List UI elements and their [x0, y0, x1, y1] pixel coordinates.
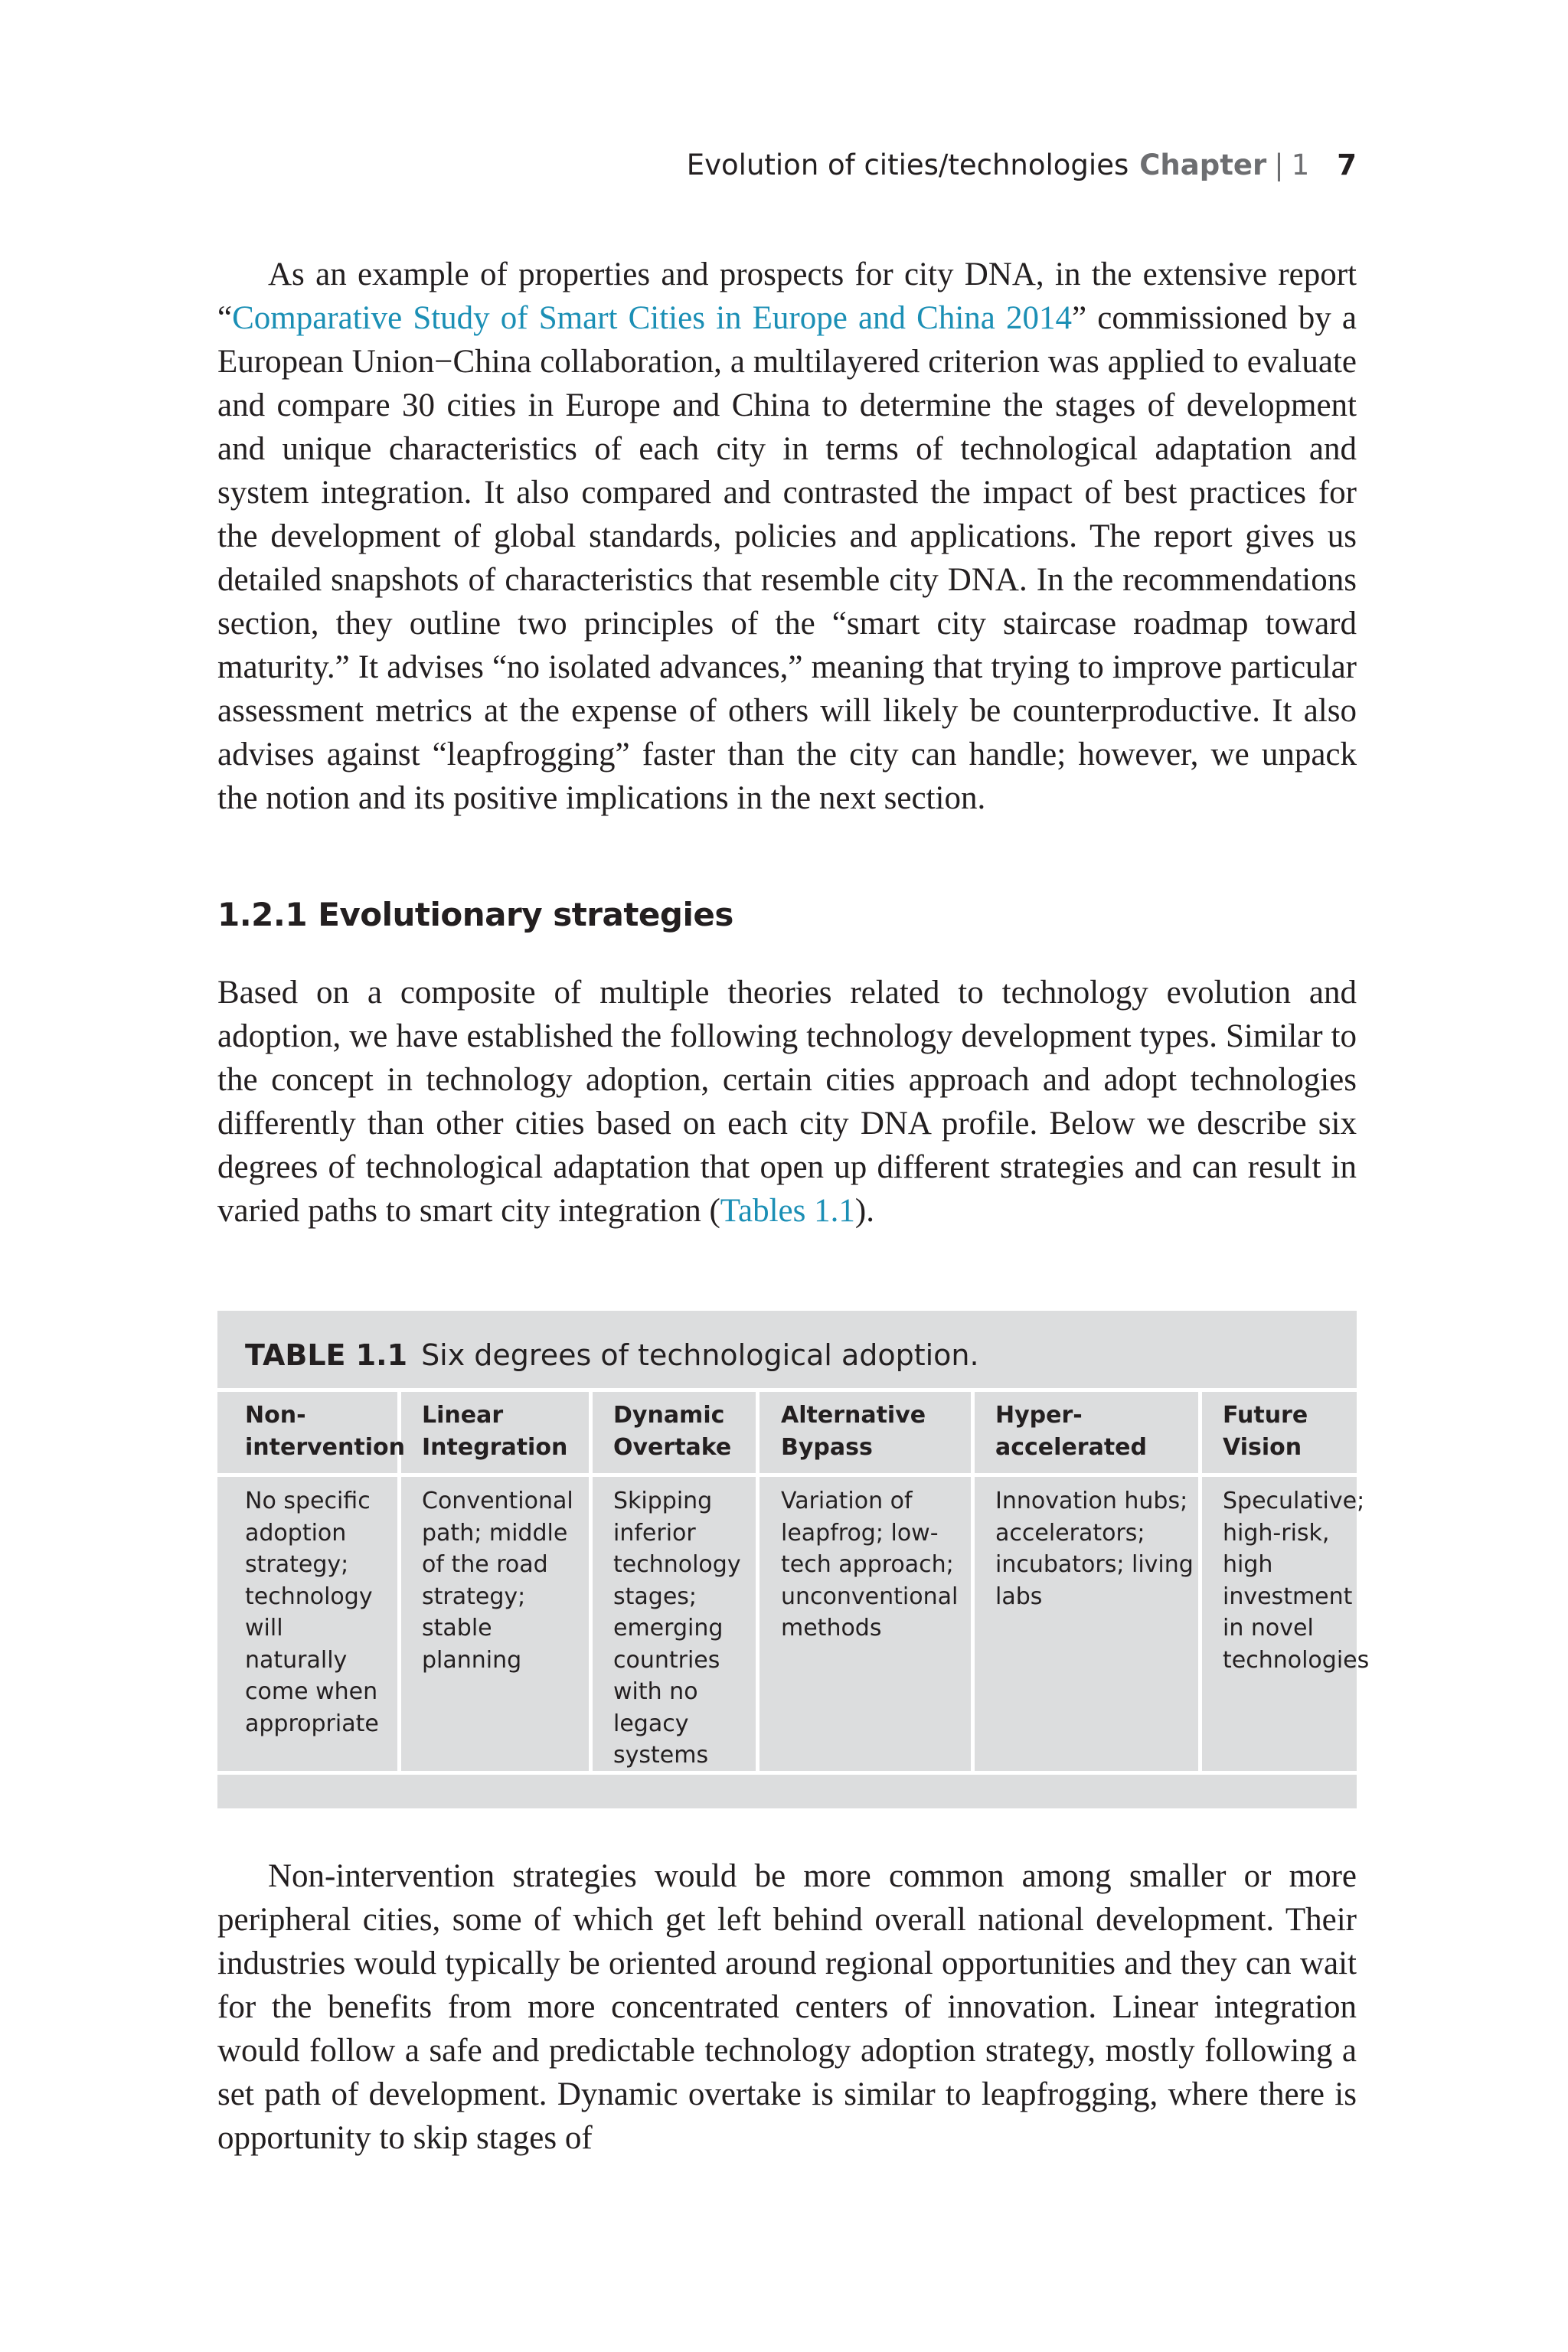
table-cell: No specific adoption strategy; technology will naturally come when appropriate — [245, 1488, 379, 1737]
table-title — [245, 1338, 979, 1372]
chapter-number: 1 — [1291, 149, 1310, 181]
table-column-divider — [1198, 1392, 1202, 1775]
table-rule — [217, 1388, 1357, 1392]
table-header-cell: Hyper- accelerated — [995, 1402, 1147, 1461]
table-column-divider — [971, 1392, 975, 1775]
table-reference-link[interactable]: Tables 1.1 — [720, 1193, 855, 1229]
chapter-label: Chapter — [1139, 149, 1267, 181]
table-cell: Innovation hubs; accelerators; incubators; living labs — [995, 1488, 1194, 1610]
table-rule — [217, 1473, 1357, 1477]
table-column-divider — [589, 1392, 593, 1775]
paragraph-non-intervention: Non-intervention strategies would be more common among smaller or more peripheral cities, some of which get left behind overall national development. Their industries would typically be oriented around regional opportunities and they can wait for the benefits from more concentrated centers of innovation. Linear integration would follow a safe and predictable technology adoption strategy, mostly following a set path of development. Dynamic overtake is similar to leapfrogging, where there is opportunity to skip stages of — [217, 1858, 1357, 2156]
running-title: Evolution of cities/technologies — [686, 149, 1129, 181]
section-heading: 1.2.1 Evolutionary strategies — [217, 896, 733, 933]
paragraph-text: ” commissioned by a European Union−China collaboration, a multilayered criterion was applied to evaluate and compare 30 cities in Europe and China to determine the stages of development and unique characteristics of each city in terms of technological adaptation and system integration. It also compared and contrasted the impact of best practices for the development of global standards, policies and applications. The report gives us detailed snapshots of characteristics that resemble city DNA. In the recommendations section, they outline two principles of the “smart city staircase roadmap toward maturity.” It advises “no isolated advances,” meaning that trying to improve particular assessment metrics at the expense of others will likely be counterproductive. It also advises against “leapfrogging” faster than the city can handle; however, we unpack the notion and its positive implications in the next section. — [217, 300, 1357, 816]
report-link[interactable]: Comparative Study of Smart Cities in Europe and China 2014 — [232, 300, 1073, 336]
table-header-cell: Future Vision — [1223, 1402, 1308, 1461]
paragraph-strategies — [217, 971, 1357, 1233]
table-1-1 — [217, 1311, 1370, 1808]
page-number: 7 — [1337, 149, 1357, 181]
table-header-cell: Alternative Bypass — [781, 1402, 926, 1461]
table-header-cell: Dynamic Overtake — [613, 1402, 732, 1461]
table-cell: Conventional path; middle of the road strategy; stable planning — [422, 1488, 573, 1674]
paragraph-city-dna — [217, 253, 1357, 820]
table-rule — [217, 1771, 1357, 1775]
table-header-cell: Linear Integration — [422, 1402, 568, 1461]
table-column-divider — [756, 1392, 760, 1775]
table-label: TABLE 1.1 — [245, 1338, 408, 1372]
table-cell: Speculative; high-risk, high investment in novel technologies — [1223, 1488, 1370, 1674]
table-header-cell: Non- intervention — [245, 1402, 405, 1461]
table-cell: Skipping inferior technology stages; emerging countries with no legacy systems — [613, 1488, 741, 1769]
table-caption: Six degrees of technological adoption. — [421, 1338, 979, 1372]
paragraph-text: ). — [854, 1193, 874, 1229]
paragraph-text: Based on a composite of multiple theories related to technology evolution and adoption, we have established the following technology development types. Similar to the concept in technology adoption, certain cities approach and adopt technologies differently than other cities based on each city DNA profile. Below we describe six degrees of technological adaptation that open up different strategies and can result in varied paths to smart city integration ( — [217, 975, 1357, 1229]
table-cell: Variation of leapfrog; low- tech approach; unconventional methods — [781, 1488, 959, 1642]
paragraph-text: As an example of properties and prospects for city DNA, in the extensive report “ — [217, 256, 1357, 336]
header-separator: | — [1274, 149, 1284, 181]
running-header — [687, 149, 1357, 181]
